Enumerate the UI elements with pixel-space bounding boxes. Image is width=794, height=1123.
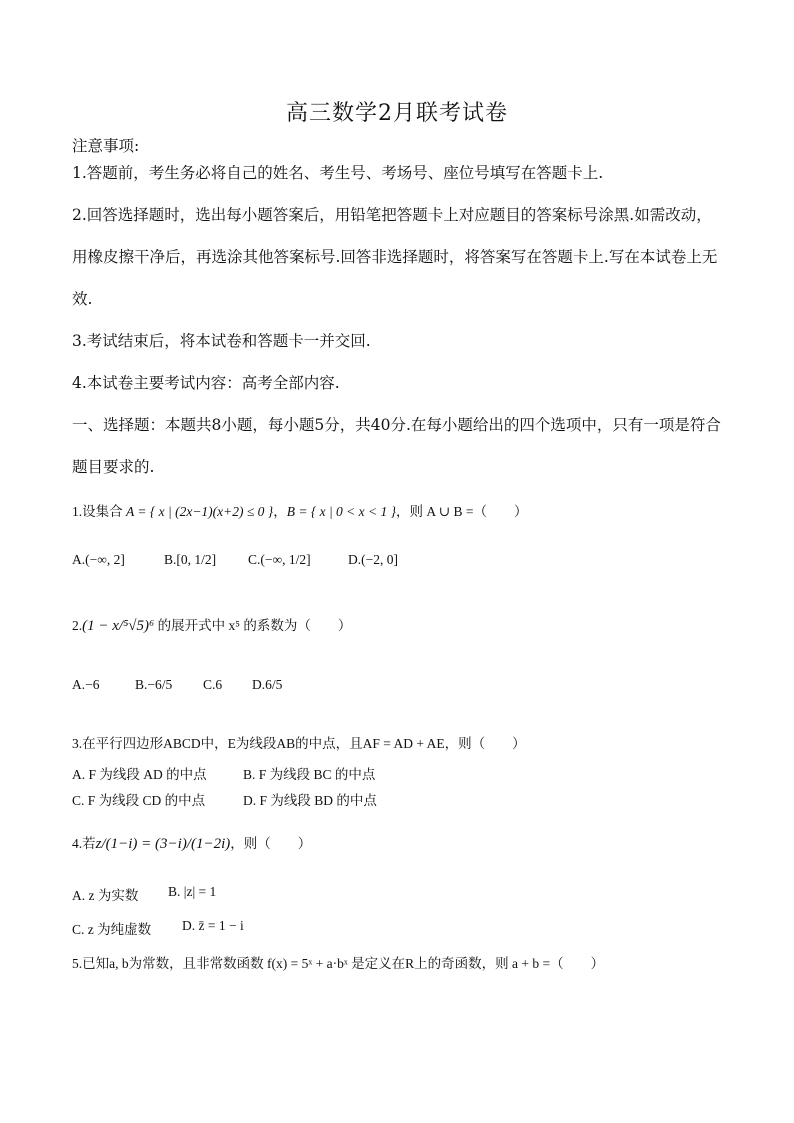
q4-option-d: D. z̄ = 1 − i: [182, 918, 244, 933]
q4-option-c: C. z 为纯虚数: [72, 922, 152, 937]
question-2: [72, 614, 351, 635]
q2-expression: (1 − x/⁵√5)⁶: [82, 618, 155, 634]
question-4: [72, 832, 311, 853]
q2-option-a: A.−6: [72, 677, 100, 692]
notice-heading: 注意事项:: [72, 137, 140, 155]
q1-set-a: A = { x | (2x−1)(x+2) ≤ 0 }: [126, 504, 274, 519]
notice-1: 1.答题前，考生务必将自己的姓名、考生号、考场号、座位号填写在答题卡上.: [72, 164, 604, 182]
question-5: 5.已知a, b为常数，且非常数函数 f(x) = 5ˣ + a·bˣ 是定义在R上的奇函数，则 a + b =（ ）: [72, 956, 605, 971]
q2-prefix: 2.: [72, 618, 83, 633]
notice-2: 2.回答选择题时，选出每小题答案后，用铅笔把答题卡上对应题目的答案标号涂黑.如需改动，用橡皮擦干净后，再选涂其他答案标号.回答非选择题时，将答案写在答题卡上.写在本试卷上无效.: [72, 206, 718, 308]
q3-option-a: A. F 为线段 AD 的中点: [72, 767, 207, 782]
q4-ask: ，则（ ）: [230, 836, 312, 851]
q3-option-c: C. F 为线段 CD 的中点: [72, 793, 206, 808]
q2-ask: 的展开式中 x⁵ 的系数为（ ）: [157, 618, 352, 633]
q4-prefix: 4.若: [72, 836, 96, 851]
question-3: 3.在平行四边形ABCD中，E为线段AB的中点，且AF = AD + AE，则（ ）: [72, 736, 526, 751]
q1-prefix: 1.设集合: [72, 504, 123, 519]
notice-3: 3.考试结束后，将本试卷和答题卡一并交回.: [72, 332, 371, 350]
section-heading: 一、选择题：本题共8小题，每小题5分，共40分.在每小题给出的四个选项中，只有一项是符合题目要求的.: [72, 416, 721, 476]
q3-option-b: B. F 为线段 BC 的中点: [243, 767, 376, 782]
q3-option-d: D. F 为线段 BD 的中点: [243, 793, 377, 808]
q4-option-b: B. |z| = 1: [168, 884, 217, 899]
q1-set-b: B = { x | 0 < x < 1 }: [286, 504, 397, 519]
q4-option-a: A. z 为实数: [72, 888, 139, 903]
q2-option-d: D.6/5: [252, 677, 283, 692]
q1-ask: ，则 A ∪ B =（ ）: [396, 504, 528, 519]
notice-4: 4.本试卷主要考试内容：高考全部内容.: [72, 374, 340, 392]
q1-option-a: A.(−∞, 2]: [72, 552, 125, 567]
q1-option-c: C.(−∞, 1/2]: [248, 552, 311, 567]
q1-option-d: D.(−2, 0]: [348, 552, 398, 567]
question-1: 1.设集合 A = { x | (2x−1)(x+2) ≤ 0 }，B = { x | 0 < x < 1 }，则 A ∪ B =（ ）: [72, 504, 528, 519]
q1-option-b: B.[0, 1/2]: [164, 552, 217, 567]
page-title: 高三数学2月联考试卷: [286, 101, 508, 126]
q4-expression: z/(1−i) = (3−i)/(1−2i): [95, 836, 231, 852]
q2-option-c: C.6: [203, 677, 223, 692]
q2-option-b: B.−6/5: [135, 677, 173, 692]
